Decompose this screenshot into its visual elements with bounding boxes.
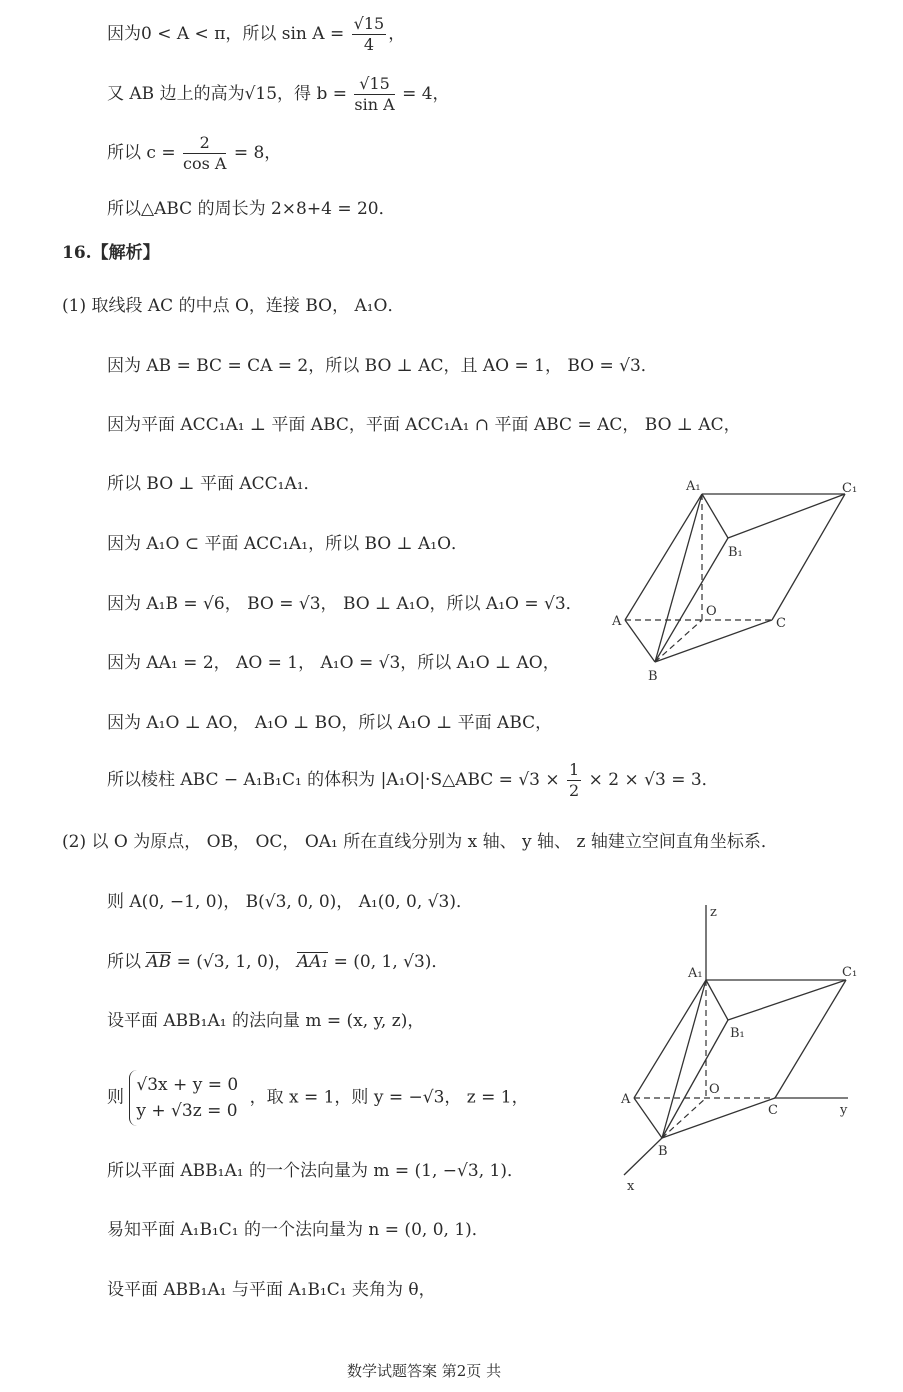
- part1-line3: 所以 BO ⊥ 平面 ACC₁A₁．: [107, 474, 321, 494]
- label-x: x: [627, 1179, 635, 1194]
- text: × 2 × √3 = 3．: [588, 770, 719, 790]
- part2-line2: [107, 951, 448, 973]
- label-O: O: [709, 1082, 720, 1097]
- part2-line3: 设平面 ABB₁A₁ 的法向量 m = (x, y, z)，: [107, 1011, 425, 1031]
- edge-A1A: [634, 980, 706, 1098]
- part2-system: [107, 1070, 529, 1126]
- edge-BC: [655, 620, 772, 662]
- equation-system: [129, 1070, 244, 1126]
- part1-heading: (1) 取线段 AC 的中点 O，连接 BO， A₁O．: [62, 296, 405, 316]
- equation-2: y + √3z = 0: [136, 1101, 238, 1121]
- label-C1: C₁: [842, 965, 858, 980]
- part1-line2: 因为平面 ACC₁A₁ ⊥ 平面 ABC，平面 ACC₁A₁ ∩ 平面 ABC = AC， BO ⊥ AC，: [107, 415, 741, 435]
- edge-C1C: [775, 980, 846, 1098]
- prism-figure-1: [600, 470, 880, 690]
- line-c: [107, 133, 281, 174]
- label-B: B: [658, 1144, 668, 1159]
- text: 又 AB 边上的高为√15，得 b =: [107, 84, 347, 104]
- numerator: √15: [353, 14, 385, 33]
- part2-heading: (2) 以 O 为原点， OB， OC， OA₁ 所在直线分别为 x 轴、 y 轴、 z 轴建立空间直角坐标系．: [62, 832, 778, 852]
- text: 所以棱柱 ABC − A₁B₁C₁ 的体积为 |A₁O|·S△ABC = √3 ×: [107, 770, 560, 790]
- numerator: 1: [569, 760, 580, 779]
- text: = (0, 1, √3)．: [333, 952, 449, 972]
- edge-C1C: [772, 494, 845, 620]
- text: = 8，: [233, 143, 282, 163]
- part1-volume: [107, 760, 719, 801]
- text: 所以 c =: [107, 143, 176, 163]
- label-A: A: [612, 614, 622, 629]
- part1-line7: 因为 A₁O ⊥ AO， A₁O ⊥ BO，所以 A₁O ⊥ 平面 ABC，: [107, 713, 553, 733]
- vector-AA1: AA₁: [296, 952, 329, 972]
- numerator: 2: [183, 133, 226, 154]
- edge-A1B1: [706, 980, 728, 1020]
- x-axis: [624, 1138, 662, 1175]
- denominator: 4: [363, 35, 374, 54]
- dashed-BO: [655, 620, 702, 662]
- part2-line7: 设平面 ABB₁A₁ 与平面 A₁B₁C₁ 夹角为 θ，: [107, 1280, 436, 1300]
- label-y: y: [840, 1103, 848, 1118]
- text: = 4，: [402, 84, 450, 104]
- text: 则: [107, 1087, 124, 1108]
- label-B1: B₁: [728, 545, 743, 560]
- edge-B1B: [662, 1020, 728, 1138]
- fraction: [183, 133, 226, 174]
- page-footer: 数学试题答案 第2页 共: [347, 1362, 502, 1380]
- dashed-BO: [662, 1098, 706, 1138]
- numerator: √15: [354, 74, 394, 95]
- question-16-heading: 16.【解析】: [62, 243, 160, 263]
- line-sinA: [107, 14, 405, 55]
- label-C1: C₁: [842, 481, 858, 496]
- part1-line5: 因为 A₁B = √6， BO = √3， BO ⊥ A₁O，所以 A₁O = √3．: [107, 594, 583, 614]
- fraction: [352, 14, 387, 55]
- denominator: 2: [569, 781, 580, 800]
- part1-line4: 因为 A₁O ⊂ 平面 ACC₁A₁，所以 BO ⊥ A₁O．: [107, 534, 469, 554]
- part1-line6: 因为 AA₁ = 2， AO = 1， A₁O = √3，所以 A₁O ⊥ AO，: [107, 653, 560, 673]
- line-perimeter: 所以△ABC 的周长为 2×8+4 = 20．: [107, 199, 396, 219]
- comma: ，: [388, 24, 406, 44]
- edge-B1C1: [728, 494, 845, 538]
- edge-AB: [634, 1098, 662, 1138]
- edge-B1B: [655, 538, 728, 662]
- part2-line5: 所以平面 ABB₁A₁ 的一个法向量为 m = (1, −√3, 1)．: [107, 1161, 524, 1181]
- label-B: B: [648, 669, 658, 684]
- edge-AB: [625, 620, 655, 662]
- part2-line1: 则 A(0, −1, 0)， B(√3, 0, 0)， A₁(0, 0, √3)．: [107, 892, 473, 912]
- prism-figure-2: [610, 900, 880, 1200]
- part2-line6: 易知平面 A₁B₁C₁ 的一个法向量为 n = (0, 0, 1)．: [107, 1220, 489, 1240]
- label-B1: B₁: [730, 1026, 745, 1041]
- label-C: C: [768, 1103, 778, 1118]
- label-C: C: [776, 616, 786, 631]
- label-A1: A₁: [688, 966, 703, 981]
- denominator: sin A: [354, 95, 395, 114]
- denominator: cos A: [182, 154, 227, 173]
- label-O: O: [706, 604, 717, 619]
- fraction: [354, 74, 394, 115]
- edge-A1B: [655, 494, 702, 662]
- fraction: [567, 760, 581, 801]
- line-height-b: [107, 74, 450, 115]
- edge-B1C1: [728, 980, 846, 1020]
- part1-line1: 因为 AB = BC = CA = 2，所以 BO ⊥ AC，且 AO = 1， BO = √3．: [107, 356, 658, 376]
- equation-1: √3x + y = 0: [136, 1075, 239, 1095]
- text: ，取 x = 1，则 y = −√3， z = 1，: [249, 1087, 529, 1108]
- edge-A1B1: [702, 494, 728, 538]
- vector-AB: AB: [146, 952, 172, 972]
- edge-A1B: [662, 980, 706, 1138]
- text: = (√3, 1, 0)，: [176, 952, 292, 972]
- label-z: z: [710, 905, 717, 920]
- text: 因为0 < A < π，所以 sin A =: [107, 24, 345, 44]
- label-A1: A₁: [686, 479, 701, 494]
- text: 所以: [107, 952, 141, 972]
- label-A: A: [621, 1092, 631, 1107]
- edge-BC: [662, 1098, 775, 1138]
